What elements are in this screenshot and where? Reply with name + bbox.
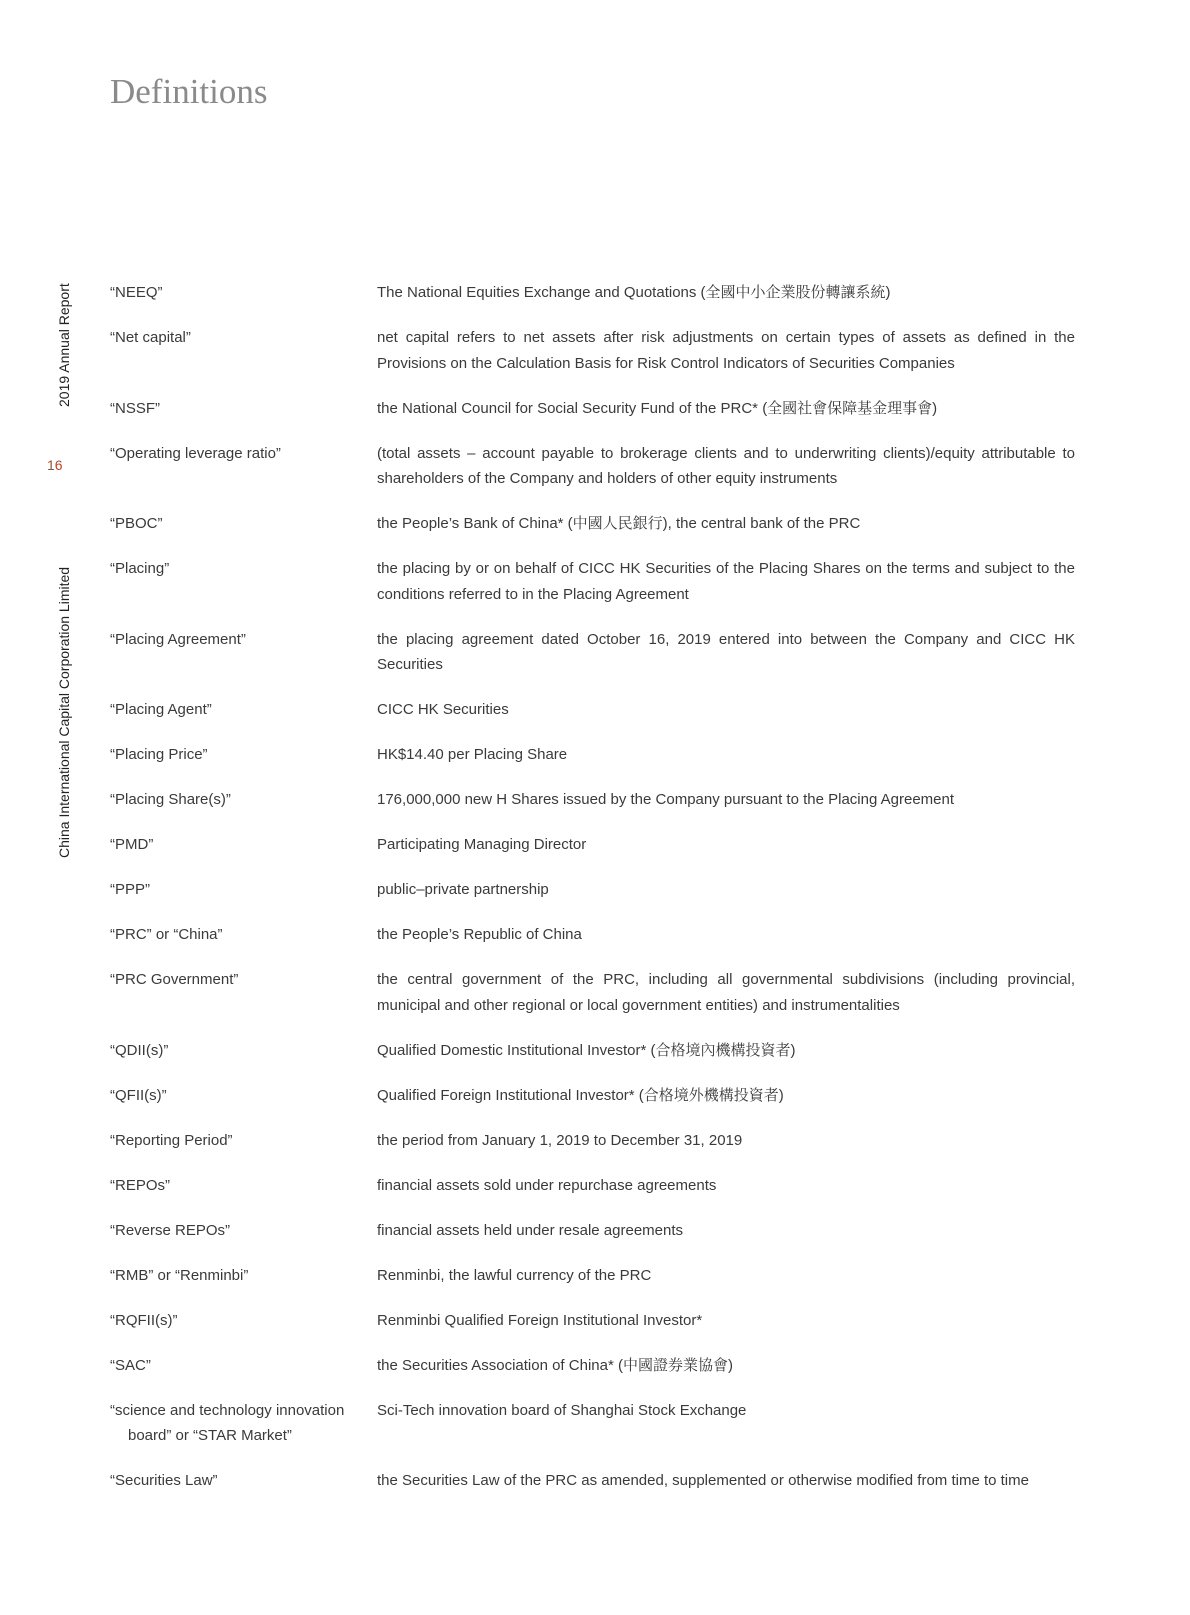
definition-description: 176,000,000 new H Shares issued by the Company pursuant to the Placing Agreement [377, 791, 955, 808]
definition-row [110, 1128, 1100, 1154]
definition-row [110, 396, 1100, 422]
definition-description: the People’s Republic of China [377, 926, 582, 943]
term-text: “Placing Agreement” [110, 630, 246, 648]
definition-term [110, 396, 377, 422]
definition-description: Qualified Domestic Institutional Investor* (合格境內機構投資者) [377, 1041, 796, 1059]
definition-term [110, 1353, 377, 1379]
definition-term [110, 325, 377, 376]
definition-row [110, 556, 1100, 607]
term-text: “PPP” [110, 881, 151, 898]
term-text: “Net capital” [110, 329, 191, 346]
definition-row [110, 697, 1100, 723]
definition-description: net capital refers to net assets after risk adjustments on certain types of assets as defined in the Provisions on the Calculation Basis for Risk Control Indicators of Securities Companies [377, 329, 1075, 372]
term-text: “Reverse REPOs” [110, 1221, 231, 1239]
definition-description: the central government of the PRC, including all governmental subdivisions (including provincial, municipal and other regional or local government entities) and instrumentalities [377, 971, 1075, 1014]
term-text: “Reporting Period” [110, 1131, 233, 1149]
definition-description: Renminbi Qualified Foreign Institutional Investor* [377, 1311, 703, 1329]
report-name: 2019 Annual Report [56, 283, 72, 407]
definition-row [110, 325, 1100, 376]
definition-row [110, 627, 1100, 678]
definition-description: The National Equities Exchange and Quotations (全國中小企業股份轉讓系統) [377, 284, 891, 301]
term-text: “NEEQ” [110, 284, 163, 301]
term-text: “QFII(s)” [110, 1086, 167, 1104]
definition-term [110, 1173, 377, 1199]
definition-row [110, 742, 1100, 768]
definition-row [110, 1083, 1100, 1109]
definition-term [110, 877, 377, 903]
definition-description: Sci-Tech innovation board of Shanghai Stock Exchange [377, 1401, 747, 1419]
definition-term [110, 627, 377, 678]
definition-description: Renminbi, the lawful currency of the PRC [377, 1266, 652, 1284]
definition-row [110, 1218, 1100, 1244]
definition-row [110, 1173, 1100, 1199]
definition-row [110, 787, 1100, 813]
definition-row [110, 1353, 1100, 1379]
term-text: “SAC” [110, 1356, 151, 1374]
term-text: “PRC” or “China” [110, 926, 223, 943]
term-text: “Operating leverage ratio” [110, 444, 281, 462]
page-number: 16 [47, 457, 63, 473]
definition-term [110, 922, 377, 948]
definition-term [110, 1263, 377, 1289]
definition-term [110, 1038, 377, 1064]
definition-row [110, 1308, 1100, 1334]
term-text: “RQFII(s)” [110, 1311, 178, 1329]
definition-description: the National Council for Social Security Fund of the PRC* (全國社會保障基金理事會) [377, 399, 938, 417]
definition-term [110, 697, 377, 723]
definition-row [110, 1468, 1100, 1494]
definition-row [110, 1398, 1100, 1449]
definition-row [110, 1263, 1100, 1289]
definition-row [110, 877, 1100, 903]
company-name: China International Capital Corporation Limited [56, 566, 72, 858]
term-text: “REPOs” [110, 1176, 170, 1194]
definition-term [110, 1128, 377, 1154]
definition-description: public–private partnership [377, 881, 549, 898]
definitions-list [110, 280, 1100, 1513]
definition-term [110, 556, 377, 607]
definition-description: financial assets held under resale agreements [377, 1221, 684, 1239]
definition-description: the Securities Law of the PRC as amended, supplemented or otherwise modified from time to time [377, 1472, 1029, 1489]
definition-term [110, 832, 377, 858]
term-text: “PMD” [110, 836, 154, 853]
definition-description: HK$14.40 per Placing Share [377, 746, 568, 763]
definition-term [110, 787, 377, 813]
definition-row [110, 922, 1100, 948]
definition-description: (total assets – account payable to brokerage clients and to underwriting clients)/equity attributable to shareholders of the Company and holders of other equity instruments [377, 444, 1075, 487]
definition-row [110, 441, 1100, 492]
definition-description: CICC HK Securities [377, 701, 509, 718]
definition-description: the period from January 1, 2019 to December 31, 2019 [377, 1131, 743, 1149]
definition-term [110, 511, 377, 537]
term-text: “NSSF” [110, 399, 160, 417]
definition-row [110, 511, 1100, 537]
definition-description: the People’s Bank of China* (中國人民銀行), the central bank of the PRC [377, 515, 861, 532]
definition-term [110, 1308, 377, 1334]
definition-term [110, 967, 377, 1018]
definition-term [110, 1083, 377, 1109]
definition-row [110, 832, 1100, 858]
definition-description: the placing agreement dated October 16, 2019 entered into between the Company and CICC HK Securities [377, 630, 1075, 673]
definition-description: Qualified Foreign Institutional Investor* (合格境外機構投資者) [377, 1086, 784, 1104]
definition-term [110, 1218, 377, 1244]
definition-row [110, 967, 1100, 1018]
definition-term [110, 1468, 377, 1494]
term-text-continued: board” or “STAR Market” [128, 1427, 292, 1444]
term-text: “Placing Share(s)” [110, 791, 231, 808]
definition-term [110, 441, 377, 492]
definition-description: financial assets sold under repurchase agreements [377, 1176, 717, 1194]
term-text: “PRC Government” [110, 971, 239, 988]
term-text: “Placing Agent” [110, 701, 212, 718]
term-text: “Placing” [110, 560, 170, 577]
definition-term [110, 280, 377, 306]
definition-term [110, 742, 377, 768]
term-text: “Placing Price” [110, 746, 208, 763]
term-text: “RMB” or “Renminbi” [110, 1266, 249, 1284]
definition-term [110, 1398, 377, 1449]
page-title: Definitions [110, 72, 268, 111]
definition-row [110, 1038, 1100, 1064]
definition-row [110, 280, 1100, 306]
definition-description: the placing by or on behalf of CICC HK Securities of the Placing Shares on the terms and subject to the conditions referred to in the Placing Agreement [377, 560, 1075, 603]
term-text: “science and technology innovation [110, 1401, 345, 1419]
definition-description: Participating Managing Director [377, 836, 587, 853]
term-text: “QDII(s)” [110, 1041, 169, 1059]
definition-description: the Securities Association of China* (中國證券業協會) [377, 1356, 733, 1374]
term-text: “PBOC” [110, 515, 163, 532]
term-text: “Securities Law” [110, 1472, 218, 1489]
